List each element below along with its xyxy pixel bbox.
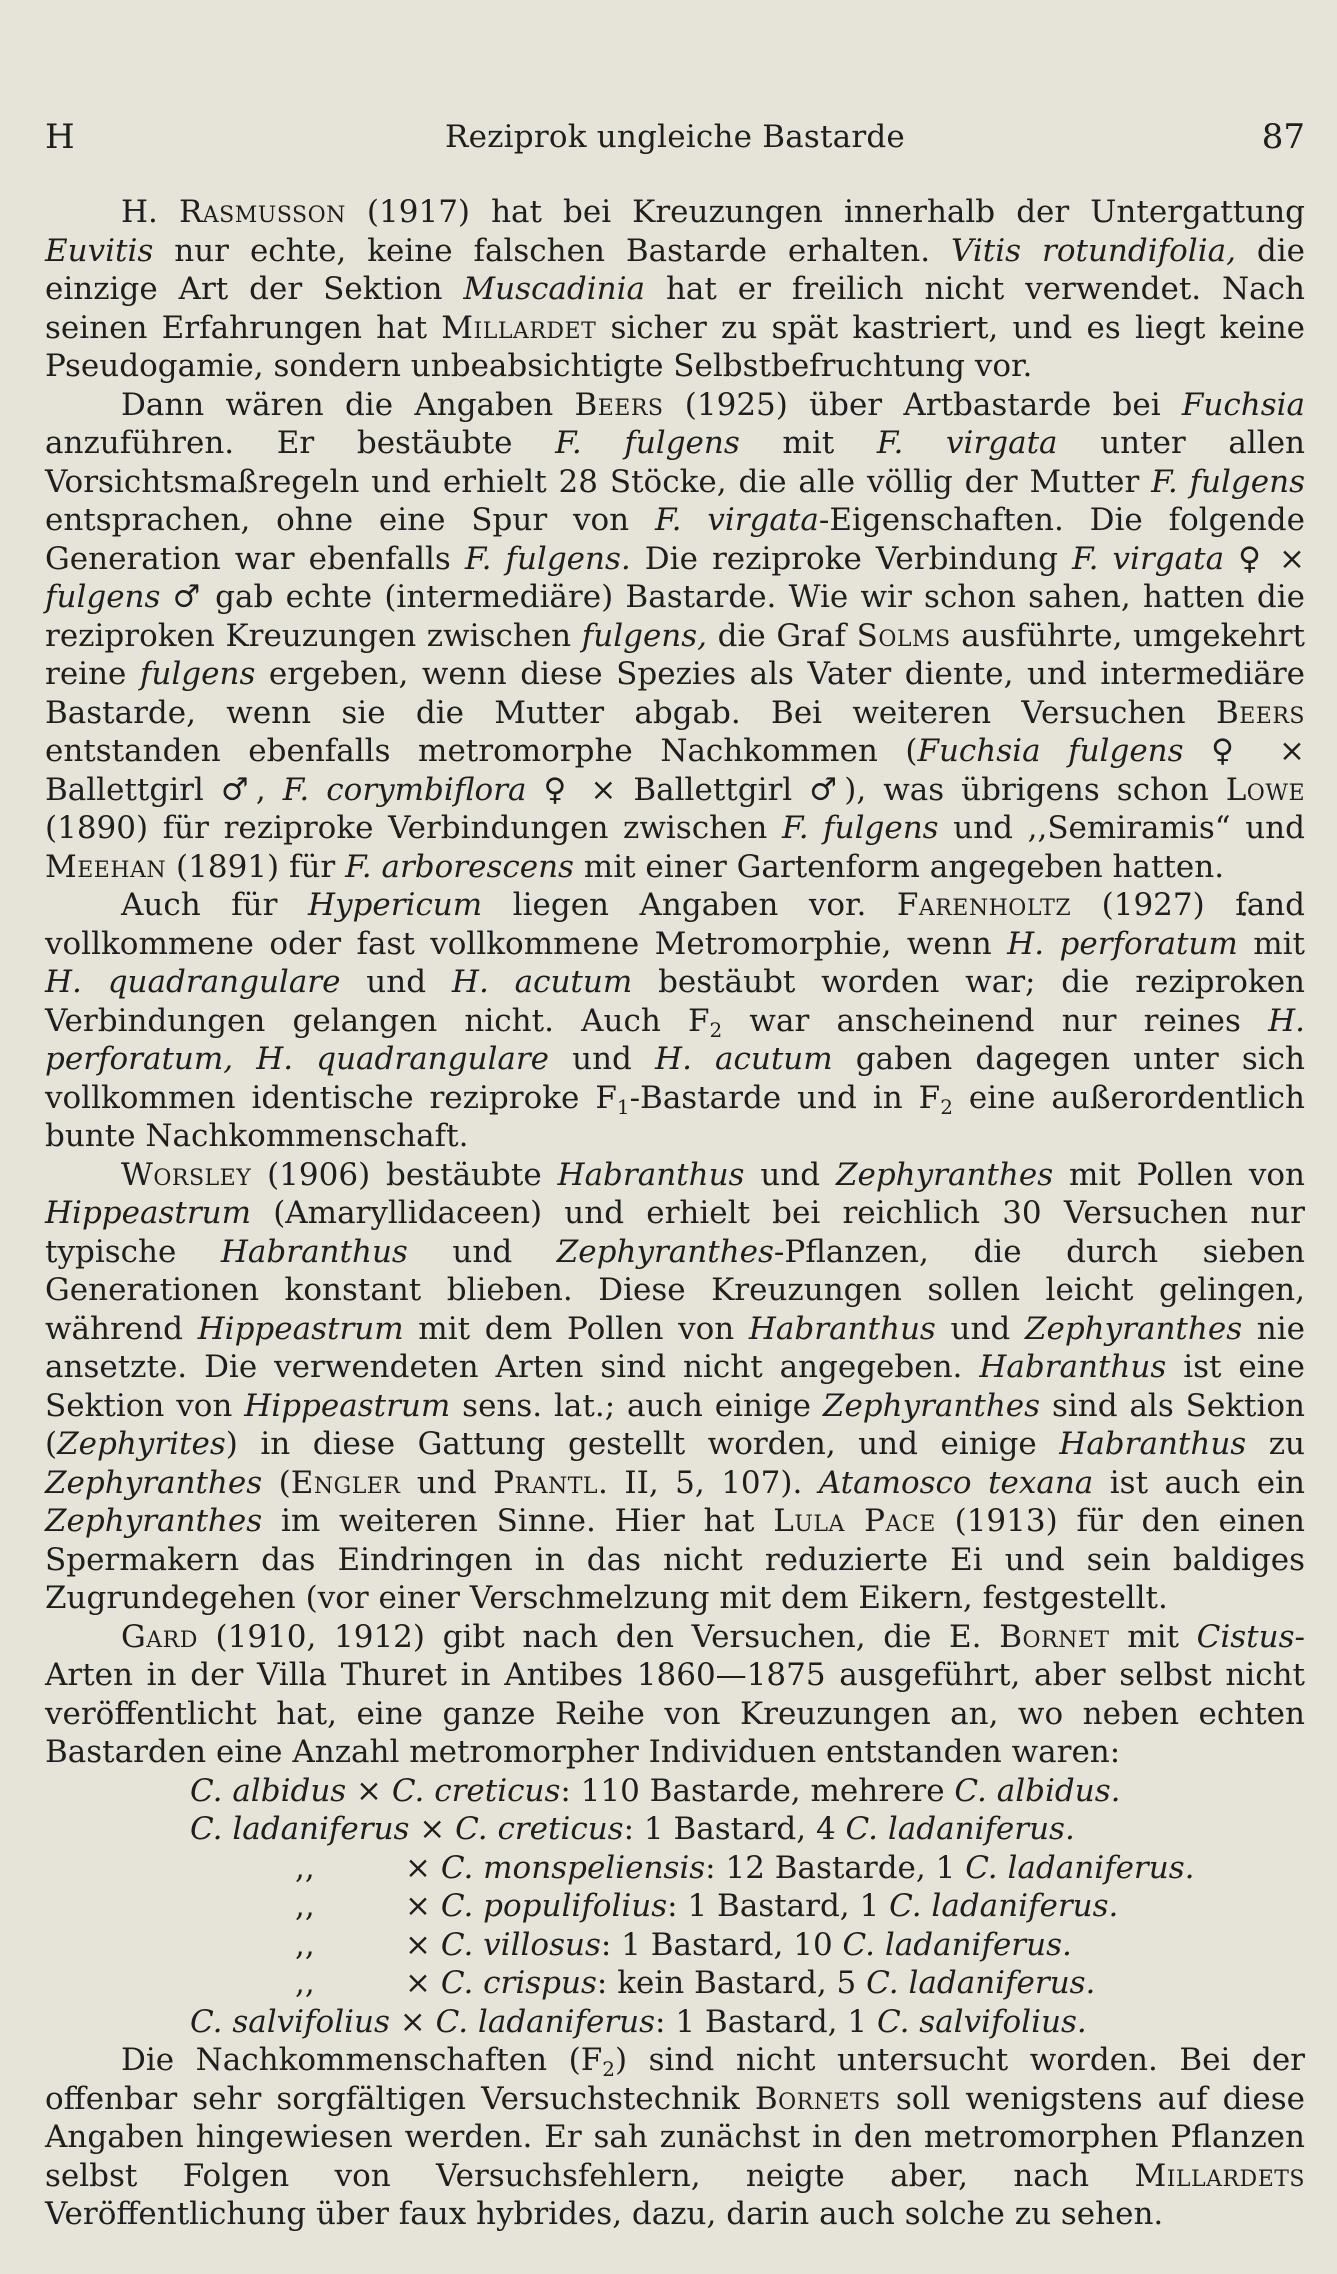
header-title: Reziprok ungleiche Bastarde — [445, 119, 905, 155]
cistus-cross-list — [45, 1772, 1305, 2042]
paragraph-nachkommenschaften: Die Nachkommenschaften $(F_2)$ sind nicht untersucht worden. Bei der offenbar sehr sorgfältigen Versuchstechnik Bornets soll wenigstens auf diese Angaben hingewiesen werden. Er sah zunächst in den metromorphen Pflanzen selbst Folgen von Versuchsfehlern, neigte aber, nach Millardets Veröffentlichung über faux hybrides, dazu, darin auch solche zu sehen. — [45, 2042, 1305, 2232]
cross-line: C. salvifolius × C. ladaniferus: 1 Bastard, 1 C. salvifolius. — [190, 2003, 1087, 2040]
running-header — [45, 112, 1305, 162]
cross-line: ,, × C. villosus: 1 Bastard, 10 C. ladaniferus. — [295, 1926, 1072, 1963]
paragraph-rasmusson: H. Rasmusson (1917) hat bei Kreuzungen innerhalb der Untergattung Euvitis nur echte, keine falschen Bastarde erhalten. Vitis rotundifolia, die einzige Art der Sektion Muscadinia hat er freilich nicht verwendet. Nach seinen Erfahrungen hat Millardet sicher zu spät kastriert, und es liegt keine Pseudogamie, sondern unbeabsichtigte Selbstbefruchtung vor. — [45, 194, 1306, 384]
cross-line: ,, × C. populifolius: 1 Bastard, 1 C. ladaniferus. — [295, 1888, 1119, 1924]
cross-line: ,, × C. crispus: kein Bastard, 5 C. ladaniferus. — [295, 1965, 1096, 2001]
paragraph-worsley: Worsley (1906) bestäubte Habranthus und Zephyranthes mit Pollen von Hippeastrum (Amaryllidaceen) und erhielt bei reichlich 30 Versuchen nur typische Habranthus und Zephyranthes-Pflanzen, die durch sieben Generationen konstant blieben. Diese Kreuzungen sollen leicht gelingen, während Hippeastrum mit dem Pollen von Habranthus und Zephyranthes nie ansetzte. Die verwendeten Arten sind nicht angegeben. Habranthus ist eine Sektion von Hippeastrum sens. lat.; auch einige Zephyranthes sind als Sektion (Zephyrites) in diese Gattung gestellt worden, und einige Habranthus zu Zephyranthes (Engler und Prantl. II, 5, 107). Atamosco texana ist auch ein Zephyranthes im weiteren Sinne. Hier hat Lula Pace (1913) für den einen Spermakern das Eindringen in das nicht reduzierte Ei und sein baldiges Zugrundegehen (vor einer Verschmelzung mit dem Eikern, festgestellt. — [45, 1156, 1306, 1616]
paragraph-hypericum: Auch für Hypericum liegen Angaben vor. Farenholtz (1927) fand vollkommene oder fast vollkommene Metromorphie, wenn H. perforatum mit H. quadrangulare und H. acutum bestäubt worden war; die reziproken Verbindungen gelangen nicht. Auch $F_2$ war anscheinend nur reines H. perforatum, H. quadrangulare und H. acutum gaben dagegen unter sich vollkommen identische reziproke $F_1$-Bastarde und in $F_2$ eine außerordentlich bunte Nachkommenschaft. — [45, 887, 1306, 1154]
paragraph-beers-fuchsia: Dann wären die Angaben Beers (1925) über Artbastarde bei Fuchsia anzuführen. Er bestäubte F. fulgens mit F. virgata unter allen Vorsichtsmaßregeln und erhielt 28 Stöcke, die alle völlig der Mutter F. fulgens entsprachen, ohne eine Spur von F. virgata-Eigenschaften. Die folgende Generation war ebenfalls F. fulgens. Die reziproke Verbindung F. virgata ♀ × fulgens ♂ gab echte (intermediäre) Bastarde. Wie wir schon sahen, hatten die reziproken Kreuzungen zwischen fulgens, die Graf Solms ausführte, umgekehrt reine fulgens ergeben, wenn diese Spezies als Vater diente, und intermediäre Bastarde, wenn sie die Mutter abgab. Bei weiteren Versuchen Beers entstanden ebenfalls metromorphe Nachkommen (Fuchsia fulgens ♀ × Ballettgirl ♂, F. corymbiflora ♀ × Ballettgirl ♂), was übrigens schon Lowe (1890) für reziproke Verbindungen zwischen F. fulgens und ,,Semiramis“ und Meehan (1891) für F. arborescens mit einer Gartenform angegeben hatten. — [45, 386, 1306, 885]
page-number: 87 — [1261, 117, 1305, 157]
cross-line: C. ladaniferus × C. creticus: 1 Bastard, 4 C. ladaniferus. — [190, 1811, 1075, 1847]
cross-line: C. albidus × C. creticus: 110 Bastarde, mehrere C. albidus. — [190, 1772, 1121, 1809]
cross-line: ,, × C. monspeliensis: 12 Bastarde, 1 C. ladaniferus. — [295, 1849, 1195, 1886]
body-text — [45, 193, 1305, 2234]
header-section-letter: H — [45, 117, 75, 157]
paragraph-gard-cistus: Gard (1910, 1912) gibt nach den Versuchen, die E. Bornet mit Cistus-Arten in der Villa Thuret in Antibes 1860—1875 ausgeführt, aber selbst nicht veröffentlicht hat, eine ganze Reihe von Kreuzungen an, wo neben echten Bastarden eine Anzahl metromorpher Individuen entstanden waren: — [45, 1618, 1305, 1770]
